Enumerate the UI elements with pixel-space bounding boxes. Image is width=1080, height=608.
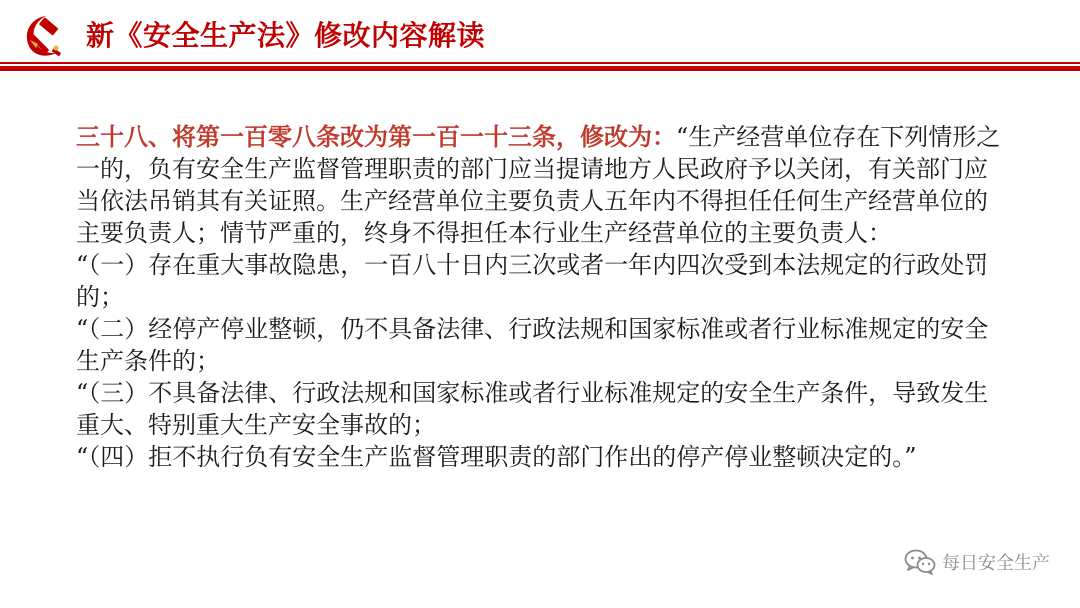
article-intro-paragraph: [76, 121, 1011, 249]
page-title: 新《安全生产法》修改内容解读: [86, 19, 486, 52]
amendment-heading: 三十八、将第一百零八条改为第一百一十三条，修改为：: [76, 122, 676, 151]
article-body: [76, 121, 1011, 473]
list-item: “（一）存在重大事故隐患，一百八十日内三次或者一年内四次受到本法规定的行政处罚的；: [76, 251, 989, 311]
header-divider-thin: [0, 62, 1080, 64]
watermark: [904, 548, 1050, 576]
slide-header: [0, 0, 1080, 70]
list-item: “（二）经停产停业整顿，仍不具备法律、行政法规和国家标准或者行业标准规定的安全生产条件的；: [76, 315, 989, 375]
party-emblem-icon: [16, 10, 68, 62]
list-item: “（四）拒不执行负有安全生产监督管理职责的部门作出的停产停业整顿决定的。”: [76, 443, 917, 471]
list-item: “（三）不具备法律、行政法规和国家标准或者行业标准规定的安全生产条件，导致发生重大、特别重大生产安全事故的；: [76, 379, 989, 439]
watermark-text: 每日安全生产: [942, 553, 1050, 574]
header-divider-thick: [0, 66, 1080, 71]
wechat-icon: [904, 549, 936, 575]
amendment-intro-text: “生产经营单位存在下列情形之一的，负有安全生产监督管理职责的部门应当提请地方人民政府予以关闭，有关部门应当依法吊销其有关证照。生产经营单位主要负责人五年内不得担任任何生产经营单位的主要负责人；情节严重的，终身不得担任本行业生产经营单位的主要负责人：: [76, 123, 1001, 247]
